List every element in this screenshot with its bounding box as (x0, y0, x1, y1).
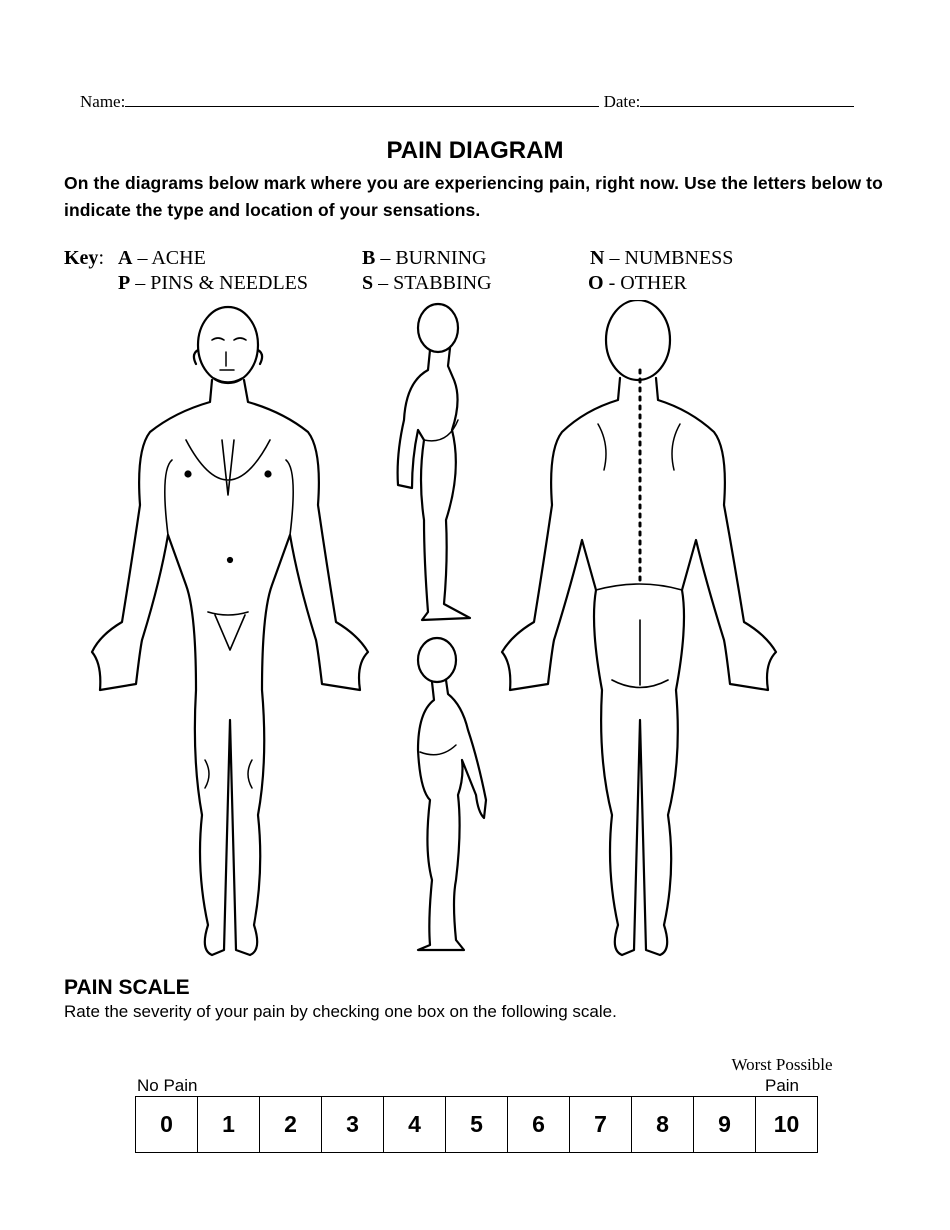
pain-scale-title: PAIN SCALE (64, 976, 190, 999)
worst-pain-label (722, 1054, 842, 1096)
page-title: PAIN DIAGRAM (386, 137, 564, 164)
pain-scale-box-2[interactable]: 2 (260, 1097, 322, 1152)
side-body-figure-right[interactable] (398, 304, 470, 620)
pain-scale-box-0[interactable]: 0 (136, 1097, 198, 1152)
key-item-ache: A – ACHE (118, 247, 206, 269)
pain-scale-box-7[interactable]: 7 (570, 1097, 632, 1152)
pain-scale-box-5[interactable]: 5 (446, 1097, 508, 1152)
worst-pain-label-line1: Worst Possible (731, 1055, 833, 1074)
front-body-figure[interactable] (92, 307, 368, 955)
side-body-figure-left[interactable] (418, 638, 486, 950)
pain-scale-box-1[interactable]: 1 (198, 1097, 260, 1152)
name-label: Name: (80, 92, 126, 111)
worst-pain-label-line2: Pain (764, 1076, 800, 1095)
key-item-other: O - OTHER (588, 272, 687, 294)
name-date-line (80, 90, 854, 112)
key-item-numbness: N – NUMBNESS (590, 247, 734, 269)
pain-scale-box-4[interactable]: 4 (384, 1097, 446, 1152)
pain-scale-box-9[interactable]: 9 (694, 1097, 756, 1152)
key-item-pins-needles: P – PINS & NEEDLES (118, 272, 309, 294)
pain-scale-instructions: Rate the severity of your pain by checking one box on the following scale. (64, 1002, 617, 1021)
body-diagrams[interactable] (60, 300, 890, 970)
key-item-stabbing: S – STABBING (362, 272, 492, 294)
key-item-burning: B – BURNING (362, 247, 487, 269)
date-field[interactable] (640, 90, 854, 107)
pain-scale-box-10[interactable]: 10 (773, 1111, 800, 1137)
instructions: On the diagrams below mark where you are experiencing pain, right now. Use the letters below to indicate the type and location of your sensations. (64, 173, 883, 220)
no-pain-label: No Pain (137, 1076, 198, 1095)
pain-scale-box-6[interactable]: 6 (508, 1097, 570, 1152)
pain-scale-box-3[interactable]: 3 (322, 1097, 384, 1152)
key-label: Key: (64, 247, 104, 269)
name-field[interactable] (125, 90, 599, 107)
back-body-figure[interactable] (502, 300, 776, 955)
pain-scale-boxes (135, 1096, 818, 1153)
date-label: Date: (603, 92, 641, 111)
pain-scale-box-8[interactable]: 8 (632, 1097, 694, 1152)
